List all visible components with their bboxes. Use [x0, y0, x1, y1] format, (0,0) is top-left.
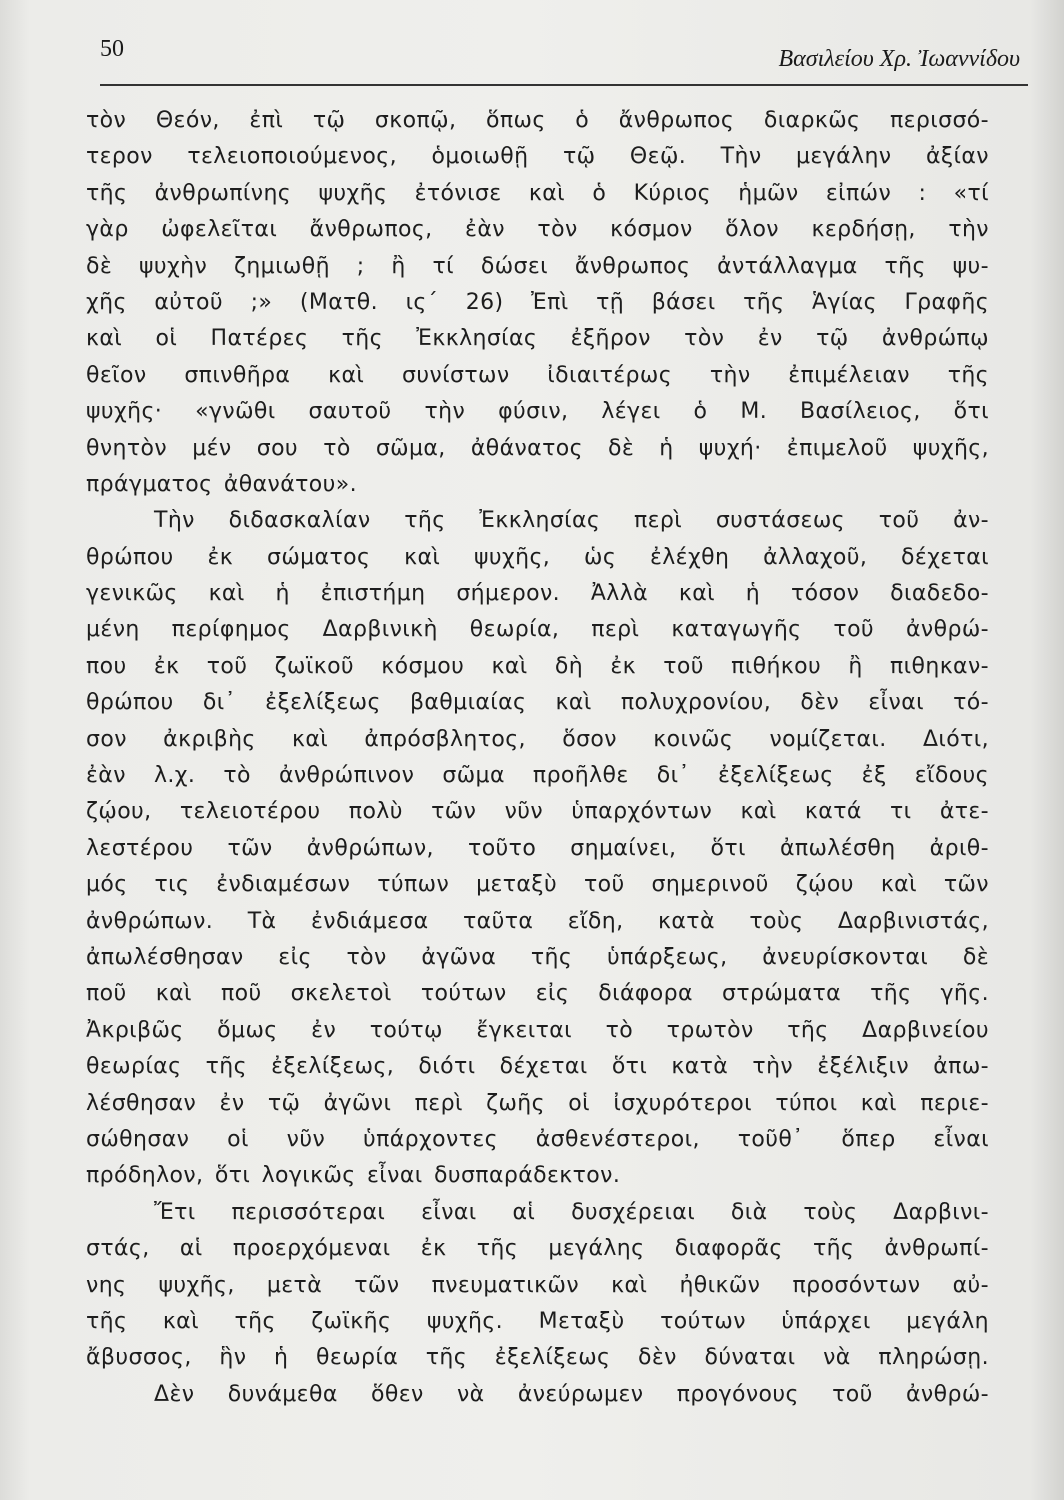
- text-line: θεῖον σπινθῆρα καὶ συνίστων ἰδιαιτέρως τὴν ἐπιμέλειαν τῆς: [86, 362, 989, 388]
- header-rule: [100, 84, 1028, 86]
- text-line: νης ψυχῆς, μετὰ τῶν πνευματικῶν καὶ ἠθικῶν προσόντων αὐ-: [86, 1272, 989, 1298]
- text-line: θρώπου ἐκ σώματος καὶ ψυχῆς, ὡς ἐλέχθη ἀλλαχοῦ, δέχεται: [86, 544, 989, 570]
- text-line: τῆς ἀνθρωπίνης ψυχῆς ἐτόνισε καὶ ὁ Κύριος ἡμῶν εἰπών : «τί: [86, 180, 989, 206]
- text-line: Τὴν διδασκαλίαν τῆς Ἐκκλησίας περὶ συστάσεως τοῦ ἀν-: [154, 508, 989, 534]
- text-line: μένη περίφημος Δαρβινικὴ θεωρία, περὶ καταγωγῆς τοῦ ἀνθρώ-: [86, 617, 989, 643]
- text-line: ἀνθρώπων. Τὰ ἐνδιάμεσα ταῦτα εἴδη, κατὰ τοὺς Δαρβινιστάς,: [86, 908, 989, 934]
- running-head: Βασιλείου Χρ. Ἰωαννίδου: [778, 46, 1020, 72]
- text-line: λέσθησαν ἐν τῷ ἀγῶνι περὶ ζωῆς οἱ ἰσχυρότεροι τύποι καὶ περιε-: [86, 1090, 989, 1116]
- text-line: ἀπωλέσθησαν εἰς τὸν ἀγῶνα τῆς ὑπάρξεως, ἀνευρίσκονται δὲ: [86, 944, 989, 970]
- text-line: θρώπου δι᾽ ἐξελίξεως βαθμιαίας καὶ πολυχρονίου, δὲν εἶναι τό-: [86, 690, 989, 716]
- text-line: τῆς καὶ τῆς ζωϊκῆς ψυχῆς. Μεταξὺ τούτων ὑπάρχει μεγάλη: [86, 1308, 989, 1334]
- text-line: γὰρ ὠφελεῖται ἄνθρωπος, ἐὰν τὸν κόσμον ὅλον κερδήσῃ, τὴν: [86, 217, 989, 243]
- text-line: ἐὰν λ.χ. τὸ ἀνθρώπινον σῶμα προῆλθε δι᾽ ἐξελίξεως ἐξ εἴδους: [86, 763, 989, 789]
- text-line: γενικῶς καὶ ἡ ἐπιστήμη σήμερον. Ἀλλὰ καὶ ἡ τόσον διαδεδο-: [86, 581, 989, 607]
- text-line: Ἀκριβῶς ὅμως ἐν τούτῳ ἔγκειται τὸ τρωτὸν τῆς Δαρβινείου: [86, 1017, 989, 1043]
- text-line: ζῴου, τελειοτέρου πολὺ τῶν νῦν ὑπαρχόντων καὶ κατά τι ἀτε-: [86, 799, 989, 825]
- text-line: σον ἀκριβὴς καὶ ἀπρόσβλητος, ὅσον κοινῶς νομίζεται. Διότι,: [86, 726, 989, 752]
- text-line: Ἔτι περισσότεραι εἶναι αἱ δυσχέρειαι διὰ τοὺς Δαρβινι-: [154, 1199, 989, 1225]
- text-line: θεωρίας τῆς ἐξελίξεως, διότι δέχεται ὅτι κατὰ τὴν ἐξέλιξιν ἀπω-: [86, 1054, 989, 1080]
- text-line: χῆς αὐτοῦ ;» (Ματθ. ις΄ 26) Ἐπὶ τῇ βάσει τῆς Ἁγίας Γραφῆς: [86, 289, 989, 315]
- text-line: λεστέρου τῶν ἀνθρώπων, τοῦτο σημαίνει, ὅτι ἀπωλέσθη ἀριθ-: [86, 835, 989, 861]
- text-line: μός τις ἐνδιαμέσων τύπων μεταξὺ τοῦ σημερινοῦ ζῴου καὶ τῶν: [86, 872, 989, 898]
- page-number: 50: [100, 36, 124, 62]
- text-line: σώθησαν οἱ νῦν ὑπάρχοντες ἀσθενέστεροι, τοῦθ᾽ ὅπερ εἶναι: [86, 1126, 989, 1152]
- body-text: [86, 103, 989, 1413]
- text-line: δὲ ψυχὴν ζημιωθῇ ; ἢ τί δώσει ἄνθρωπος ἀντάλλαγμα τῆς ψυ-: [86, 253, 989, 279]
- text-line: θνητὸν μέν σου τὸ σῶμα, ἀθάνατος δὲ ἡ ψυχή· ἐπιμελοῦ ψυχῆς,: [86, 435, 989, 461]
- text-line: Δὲν δυνάμεθα ὅθεν νὰ ἀνεύρωμεν προγόνους τοῦ ἀνθρώ-: [154, 1381, 989, 1407]
- text-line: ἄβυσσος, ἣν ἡ θεωρία τῆς ἐξελίξεως δὲν δύναται νὰ πληρώσῃ.: [86, 1345, 989, 1371]
- text-line: πράγματος ἀθανάτου».: [86, 471, 357, 497]
- text-line: στάς, αἱ προερχόμεναι ἐκ τῆς μεγάλης διαφορᾶς τῆς ἀνθρωπί-: [86, 1236, 989, 1262]
- text-line: τὸν Θεόν, ἐπὶ τῷ σκοπῷ, ὅπως ὁ ἄνθρωπος διαρκῶς περισσό-: [86, 108, 989, 133]
- text-line: καὶ οἱ Πατέρες τῆς Ἐκκλησίας ἐξῆρον τὸν ἐν τῷ ἀνθρώπῳ: [86, 326, 989, 352]
- text-line: ποῦ καὶ ποῦ σκελετοὶ τούτων εἰς διάφορα στρώματα τῆς γῆς.: [86, 981, 989, 1007]
- text-line: ψυχῆς· «γνῶθι σαυτοῦ τὴν φύσιν, λέγει ὁ Μ. Βασίλειος, ὅτι: [86, 399, 989, 425]
- text-line: τερον τελειοποιούμενος, ὁμοιωθῇ τῷ Θεῷ. Τὴν μεγάλην ἀξίαν: [86, 144, 989, 170]
- text-line: που ἐκ τοῦ ζωϊκοῦ κόσμου καὶ δὴ ἐκ τοῦ πιθήκου ἢ πιθηκαν-: [86, 653, 989, 679]
- text-line: πρόδηλον, ὅτι λογικῶς εἶναι δυσπαράδεκτον.: [86, 1163, 621, 1189]
